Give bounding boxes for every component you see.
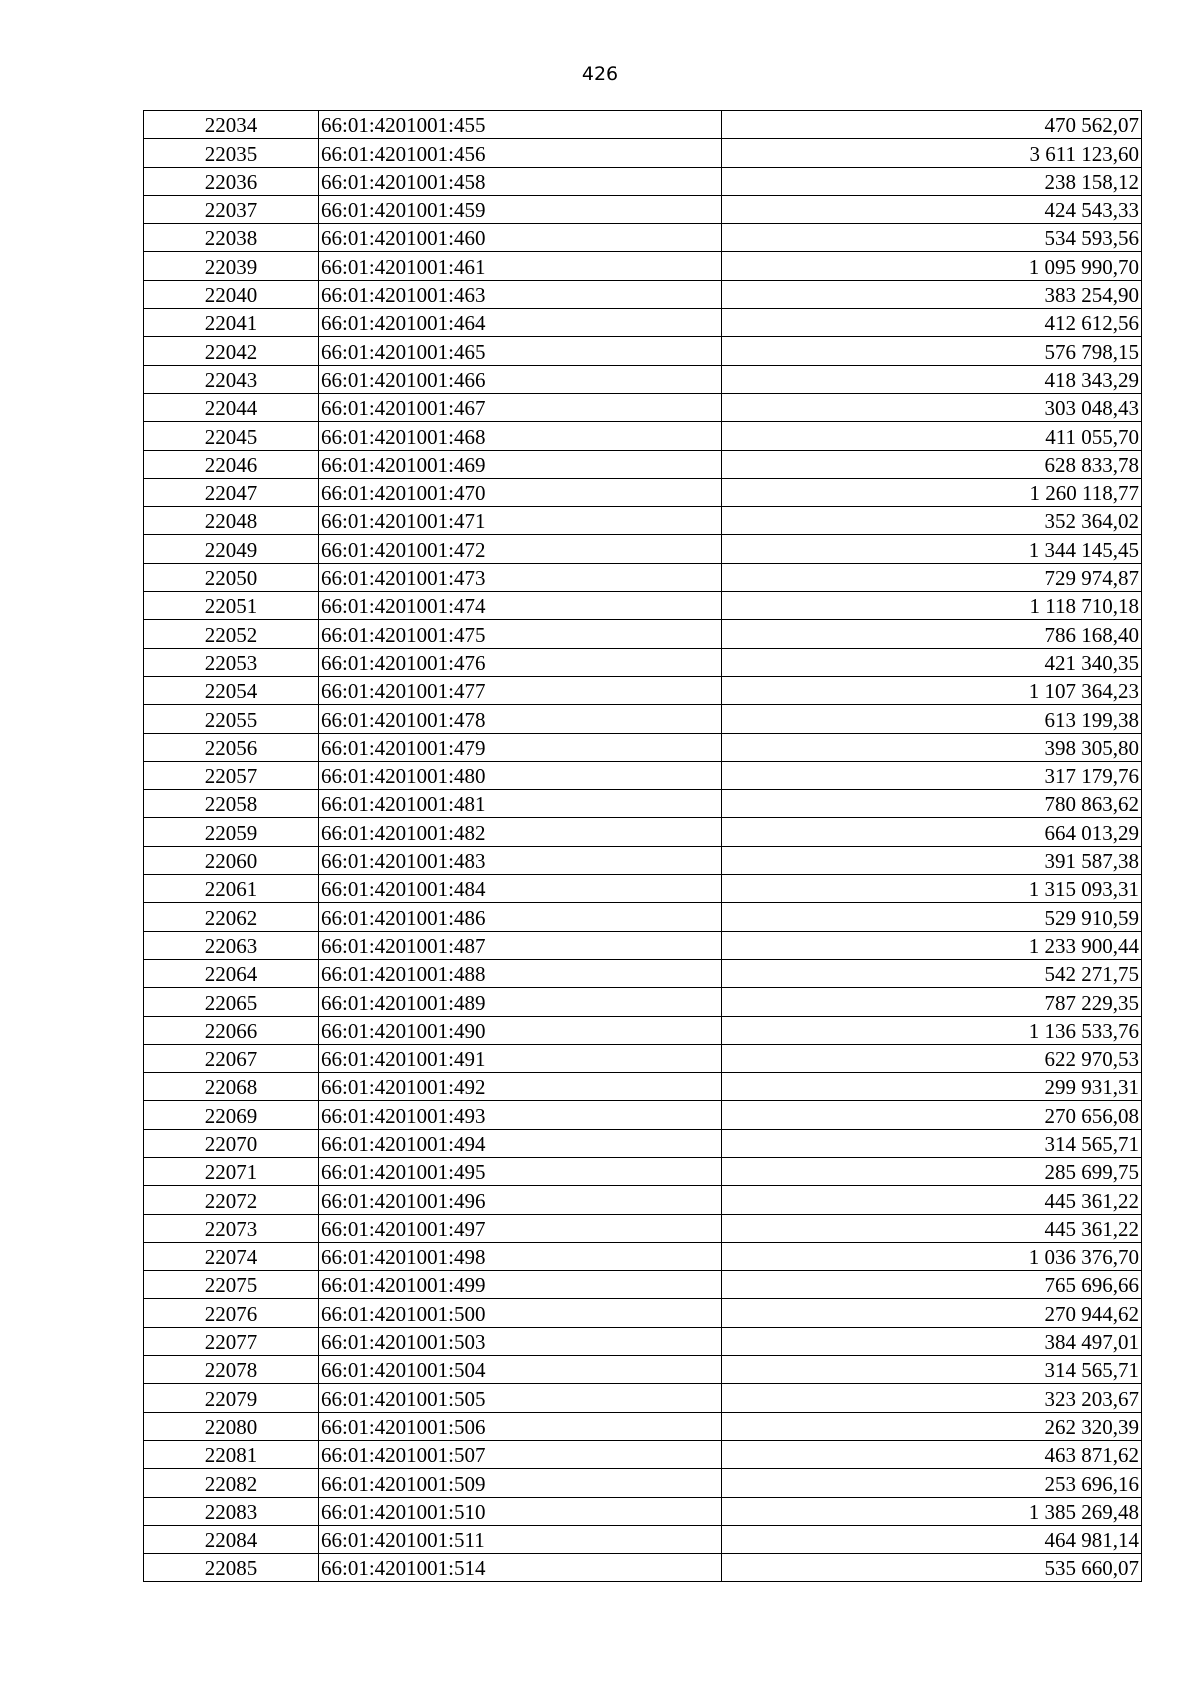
- cadastral-number-cell: 66:01:4201001:491: [319, 1044, 722, 1072]
- cadastral-number-cell: 66:01:4201001:481: [319, 790, 722, 818]
- row-number-cell: 22056: [144, 733, 319, 761]
- table-row: [144, 1497, 1142, 1525]
- cadastral-number-cell: 66:01:4201001:489: [319, 988, 722, 1016]
- row-number-cell: 22040: [144, 280, 319, 308]
- row-number-cell: 22049: [144, 535, 319, 563]
- cadastral-number-cell: 66:01:4201001:479: [319, 733, 722, 761]
- table-row: [144, 478, 1142, 506]
- table-row: [144, 648, 1142, 676]
- row-number-cell: 22073: [144, 1214, 319, 1242]
- cadastral-value-cell: 765 696,66: [722, 1271, 1142, 1299]
- row-number-cell: 22048: [144, 507, 319, 535]
- cadastral-number-cell: 66:01:4201001:505: [319, 1384, 722, 1412]
- row-number-cell: 22069: [144, 1101, 319, 1129]
- table-row: [144, 337, 1142, 365]
- cadastral-value-cell: 529 910,59: [722, 903, 1142, 931]
- cadastral-number-cell: 66:01:4201001:486: [319, 903, 722, 931]
- cadastral-value-cell: 418 343,29: [722, 365, 1142, 393]
- table-row: [144, 1214, 1142, 1242]
- table-row: [144, 959, 1142, 987]
- cadastral-value-cell: 786 168,40: [722, 620, 1142, 648]
- cadastral-number-cell: 66:01:4201001:488: [319, 959, 722, 987]
- cadastral-number-cell: 66:01:4201001:514: [319, 1554, 722, 1582]
- cadastral-value-cell: 303 048,43: [722, 393, 1142, 421]
- cadastral-value-cell: 1 385 269,48: [722, 1497, 1142, 1525]
- cadastral-number-cell: 66:01:4201001:498: [319, 1242, 722, 1270]
- cadastral-number-cell: 66:01:4201001:480: [319, 761, 722, 789]
- cadastral-value-cell: 1 036 376,70: [722, 1242, 1142, 1270]
- table-row: [144, 1101, 1142, 1129]
- cadastral-value-cell: 412 612,56: [722, 309, 1142, 337]
- row-number-cell: 22062: [144, 903, 319, 931]
- cadastral-value-cell: 729 974,87: [722, 563, 1142, 591]
- cadastral-number-cell: 66:01:4201001:465: [319, 337, 722, 365]
- cadastral-number-cell: 66:01:4201001:477: [319, 676, 722, 704]
- row-number-cell: 22072: [144, 1186, 319, 1214]
- row-number-cell: 22084: [144, 1525, 319, 1553]
- cadastral-number-cell: 66:01:4201001:474: [319, 592, 722, 620]
- cadastral-number-cell: 66:01:4201001:510: [319, 1497, 722, 1525]
- cadastral-number-cell: 66:01:4201001:483: [319, 846, 722, 874]
- table-row: [144, 705, 1142, 733]
- cadastral-number-cell: 66:01:4201001:455: [319, 111, 722, 139]
- cadastral-number-cell: 66:01:4201001:484: [319, 875, 722, 903]
- table-row: [144, 111, 1142, 139]
- row-number-cell: 22077: [144, 1327, 319, 1355]
- table-row: [144, 846, 1142, 874]
- table-body: [144, 111, 1142, 1582]
- table-row: [144, 1525, 1142, 1553]
- row-number-cell: 22080: [144, 1412, 319, 1440]
- cadastral-value-cell: 352 364,02: [722, 507, 1142, 535]
- cadastral-value-cell: 391 587,38: [722, 846, 1142, 874]
- cadastral-value-cell: 424 543,33: [722, 195, 1142, 223]
- row-number-cell: 22035: [144, 139, 319, 167]
- cadastral-value-cell: 323 203,67: [722, 1384, 1142, 1412]
- cadastral-value-cell: 285 699,75: [722, 1157, 1142, 1185]
- row-number-cell: 22078: [144, 1356, 319, 1384]
- table-row: [144, 818, 1142, 846]
- table-row: [144, 280, 1142, 308]
- row-number-cell: 22064: [144, 959, 319, 987]
- cadastral-number-cell: 66:01:4201001:506: [319, 1412, 722, 1440]
- cadastral-number-cell: 66:01:4201001:475: [319, 620, 722, 648]
- cadastral-number-cell: 66:01:4201001:471: [319, 507, 722, 535]
- cadastral-number-cell: 66:01:4201001:496: [319, 1186, 722, 1214]
- table-row: [144, 1129, 1142, 1157]
- cadastral-number-cell: 66:01:4201001:466: [319, 365, 722, 393]
- cadastral-number-cell: 66:01:4201001:476: [319, 648, 722, 676]
- row-number-cell: 22051: [144, 592, 319, 620]
- cadastral-value-cell: 238 158,12: [722, 167, 1142, 195]
- table-row: [144, 139, 1142, 167]
- row-number-cell: 22068: [144, 1073, 319, 1101]
- row-number-cell: 22085: [144, 1554, 319, 1582]
- cadastral-value-cell: 463 871,62: [722, 1440, 1142, 1468]
- row-number-cell: 22037: [144, 195, 319, 223]
- table-row: [144, 393, 1142, 421]
- cadastral-number-cell: 66:01:4201001:511: [319, 1525, 722, 1553]
- row-number-cell: 22067: [144, 1044, 319, 1072]
- row-number-cell: 22042: [144, 337, 319, 365]
- cadastral-number-cell: 66:01:4201001:460: [319, 224, 722, 252]
- table-row: [144, 1299, 1142, 1327]
- row-number-cell: 22036: [144, 167, 319, 195]
- cadastral-value-cell: 1 095 990,70: [722, 252, 1142, 280]
- table-row: [144, 507, 1142, 535]
- table-row: [144, 195, 1142, 223]
- cadastral-value-cell: 270 944,62: [722, 1299, 1142, 1327]
- table-row: [144, 167, 1142, 195]
- cadastral-number-cell: 66:01:4201001:464: [319, 309, 722, 337]
- table-row: [144, 1384, 1142, 1412]
- cadastral-number-cell: 66:01:4201001:458: [319, 167, 722, 195]
- row-number-cell: 22055: [144, 705, 319, 733]
- table-row: [144, 1327, 1142, 1355]
- cadastral-value-cell: 1 136 533,76: [722, 1016, 1142, 1044]
- row-number-cell: 22047: [144, 478, 319, 506]
- row-number-cell: 22041: [144, 309, 319, 337]
- cadastral-number-cell: 66:01:4201001:470: [319, 478, 722, 506]
- cadastral-number-cell: 66:01:4201001:507: [319, 1440, 722, 1468]
- table-row: [144, 1469, 1142, 1497]
- cadastral-value-cell: 411 055,70: [722, 422, 1142, 450]
- row-number-cell: 22081: [144, 1440, 319, 1468]
- cadastral-value-cell: 445 361,22: [722, 1186, 1142, 1214]
- table-row: [144, 903, 1142, 931]
- row-number-cell: 22082: [144, 1469, 319, 1497]
- row-number-cell: 22063: [144, 931, 319, 959]
- row-number-cell: 22061: [144, 875, 319, 903]
- cadastral-number-cell: 66:01:4201001:494: [319, 1129, 722, 1157]
- table-row: [144, 1157, 1142, 1185]
- row-number-cell: 22038: [144, 224, 319, 252]
- table-row: [144, 422, 1142, 450]
- cadastral-number-cell: 66:01:4201001:469: [319, 450, 722, 478]
- cadastral-value-cell: 262 320,39: [722, 1412, 1142, 1440]
- table-row: [144, 1016, 1142, 1044]
- row-number-cell: 22044: [144, 393, 319, 421]
- cadastral-number-cell: 66:01:4201001:493: [319, 1101, 722, 1129]
- cadastral-number-cell: 66:01:4201001:456: [319, 139, 722, 167]
- cadastral-value-cell: 314 565,71: [722, 1356, 1142, 1384]
- cadastral-value-cell: 384 497,01: [722, 1327, 1142, 1355]
- table-row: [144, 535, 1142, 563]
- cadastral-value-cell: 576 798,15: [722, 337, 1142, 365]
- cadastral-number-cell: 66:01:4201001:468: [319, 422, 722, 450]
- table-row: [144, 224, 1142, 252]
- row-number-cell: 22065: [144, 988, 319, 1016]
- cadastral-value-cell: 1 315 093,31: [722, 875, 1142, 903]
- cadastral-value-cell: 270 656,08: [722, 1101, 1142, 1129]
- cadastral-value-cell: 464 981,14: [722, 1525, 1142, 1553]
- cadastral-value-cell: 1 233 900,44: [722, 931, 1142, 959]
- row-number-cell: 22079: [144, 1384, 319, 1412]
- row-number-cell: 22052: [144, 620, 319, 648]
- cadastral-number-cell: 66:01:4201001:509: [319, 1469, 722, 1497]
- row-number-cell: 22034: [144, 111, 319, 139]
- row-number-cell: 22075: [144, 1271, 319, 1299]
- cadastral-value-cell: 1 107 364,23: [722, 676, 1142, 704]
- cadastral-value-cell: 470 562,07: [722, 111, 1142, 139]
- cadastral-number-cell: 66:01:4201001:459: [319, 195, 722, 223]
- table-row: [144, 620, 1142, 648]
- cadastral-number-cell: 66:01:4201001:482: [319, 818, 722, 846]
- row-number-cell: 22057: [144, 761, 319, 789]
- cadastral-value-cell: 542 271,75: [722, 959, 1142, 987]
- cadastral-value-cell: 534 593,56: [722, 224, 1142, 252]
- table-row: [144, 592, 1142, 620]
- cadastral-number-cell: 66:01:4201001:472: [319, 535, 722, 563]
- row-number-cell: 22060: [144, 846, 319, 874]
- row-number-cell: 22066: [144, 1016, 319, 1044]
- cadastral-value-table: [143, 110, 1142, 1582]
- table-row: [144, 450, 1142, 478]
- row-number-cell: 22076: [144, 1299, 319, 1327]
- table-row: [144, 252, 1142, 280]
- cadastral-number-cell: 66:01:4201001:499: [319, 1271, 722, 1299]
- table-row: [144, 931, 1142, 959]
- row-number-cell: 22046: [144, 450, 319, 478]
- cadastral-value-cell: 445 361,22: [722, 1214, 1142, 1242]
- table-row: [144, 365, 1142, 393]
- row-number-cell: 22050: [144, 563, 319, 591]
- row-number-cell: 22043: [144, 365, 319, 393]
- row-number-cell: 22058: [144, 790, 319, 818]
- cadastral-number-cell: 66:01:4201001:478: [319, 705, 722, 733]
- cadastral-number-cell: 66:01:4201001:495: [319, 1157, 722, 1185]
- cadastral-number-cell: 66:01:4201001:473: [319, 563, 722, 591]
- cadastral-number-cell: 66:01:4201001:463: [319, 280, 722, 308]
- cadastral-value-cell: 1 260 118,77: [722, 478, 1142, 506]
- table-row: [144, 676, 1142, 704]
- table-row: [144, 1073, 1142, 1101]
- cadastral-value-cell: 383 254,90: [722, 280, 1142, 308]
- cadastral-value-cell: 1 118 710,18: [722, 592, 1142, 620]
- row-number-cell: 22074: [144, 1242, 319, 1270]
- cadastral-value-cell: 317 179,76: [722, 761, 1142, 789]
- row-number-cell: 22045: [144, 422, 319, 450]
- row-number-cell: 22083: [144, 1497, 319, 1525]
- page-number: 426: [581, 63, 619, 85]
- table-row: [144, 1412, 1142, 1440]
- table-row: [144, 733, 1142, 761]
- cadastral-number-cell: 66:01:4201001:487: [319, 931, 722, 959]
- cadastral-value-cell: 314 565,71: [722, 1129, 1142, 1157]
- cadastral-value-cell: 628 833,78: [722, 450, 1142, 478]
- row-number-cell: 22054: [144, 676, 319, 704]
- cadastral-number-cell: 66:01:4201001:490: [319, 1016, 722, 1044]
- cadastral-number-cell: 66:01:4201001:467: [319, 393, 722, 421]
- table-row: [144, 1242, 1142, 1270]
- table-row: [144, 1271, 1142, 1299]
- cadastral-value-cell: 535 660,07: [722, 1554, 1142, 1582]
- table-row: [144, 1186, 1142, 1214]
- cadastral-value-cell: 780 863,62: [722, 790, 1142, 818]
- table-row: [144, 790, 1142, 818]
- table-row: [144, 1044, 1142, 1072]
- table-row: [144, 988, 1142, 1016]
- cadastral-value-cell: 398 305,80: [722, 733, 1142, 761]
- row-number-cell: 22071: [144, 1157, 319, 1185]
- cadastral-number-cell: 66:01:4201001:503: [319, 1327, 722, 1355]
- cadastral-value-cell: 787 229,35: [722, 988, 1142, 1016]
- row-number-cell: 22053: [144, 648, 319, 676]
- table-row: [144, 309, 1142, 337]
- cadastral-value-cell: 421 340,35: [722, 648, 1142, 676]
- table-row: [144, 1440, 1142, 1468]
- cadastral-number-cell: 66:01:4201001:492: [319, 1073, 722, 1101]
- cadastral-value-cell: 253 696,16: [722, 1469, 1142, 1497]
- row-number-cell: 22039: [144, 252, 319, 280]
- cadastral-value-cell: 1 344 145,45: [722, 535, 1142, 563]
- cadastral-number-cell: 66:01:4201001:504: [319, 1356, 722, 1384]
- cadastral-value-cell: 664 013,29: [722, 818, 1142, 846]
- cadastral-number-cell: 66:01:4201001:497: [319, 1214, 722, 1242]
- table-row: [144, 875, 1142, 903]
- cadastral-value-cell: 299 931,31: [722, 1073, 1142, 1101]
- cadastral-number-cell: 66:01:4201001:461: [319, 252, 722, 280]
- table-row: [144, 1554, 1142, 1582]
- cadastral-value-cell: 613 199,38: [722, 705, 1142, 733]
- table-row: [144, 1356, 1142, 1384]
- cadastral-number-cell: 66:01:4201001:500: [319, 1299, 722, 1327]
- cadastral-value-cell: 622 970,53: [722, 1044, 1142, 1072]
- table-row: [144, 761, 1142, 789]
- cadastral-value-cell: 3 611 123,60: [722, 139, 1142, 167]
- row-number-cell: 22070: [144, 1129, 319, 1157]
- table-row: [144, 563, 1142, 591]
- row-number-cell: 22059: [144, 818, 319, 846]
